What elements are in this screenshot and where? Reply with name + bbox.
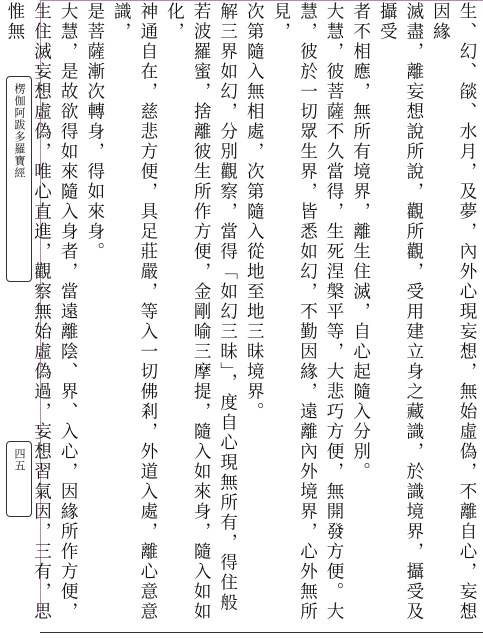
text-column: 大慧，是故欲得如來隨入身者，當遠離陰、界、入心，因緣所作方便， xyxy=(58,2,79,622)
page-number: 四五 xyxy=(13,448,26,472)
text-column: 生、幻、燄、水月，及夢，內外心現妄想，無始虛偽，不離自心，妄想因緣 xyxy=(430,2,477,622)
text-column: 解三界如幻，分別觀察，當得「如幻三昧」，度自心現無所有，得住般 xyxy=(217,2,238,614)
text-column: 生住滅妄想虛偽，唯心直進，觀察無始虛偽過，妄想習氣因，三有，思惟無 xyxy=(4,2,52,622)
text-column: 神通自在，慈悲方便，具足莊嚴，等入一切佛剎，外道入處，離心意意識， xyxy=(111,2,158,622)
text-column: 者不相應，無所有境界，離生住滅，自心起隨入分別。 xyxy=(350,2,371,482)
text-column: 若波羅蜜，捨離彼生所作方便，金剛喻三摩提，隨入如來身，隨入如如化， xyxy=(164,2,212,622)
top-frame-line xyxy=(40,0,483,1)
text-column: 次第隨入無相處，次第隨入從地至地三昧境界。 xyxy=(244,2,265,422)
text-column: 是菩薩漸次轉身，得如來身。 xyxy=(84,2,105,262)
bottom-frame-line xyxy=(40,632,483,633)
text-column: 慧，彼於一切眾生界，皆悉如幻，不勤因緣，遠離內外境界，心外無所見， xyxy=(270,2,318,622)
text-column xyxy=(0,2,1,628)
text-column: 大慧，彼菩薩不久當得，生死涅槃平等，大悲巧方便，無開發方便。大 xyxy=(324,2,345,622)
text-column: 滅盡，離妄想說所說，觀所觀，受用建立身之藏識，於識境界，攝受及攝受 xyxy=(377,2,424,622)
book-title: 楞伽阿跋多羅寶經 xyxy=(13,83,26,179)
